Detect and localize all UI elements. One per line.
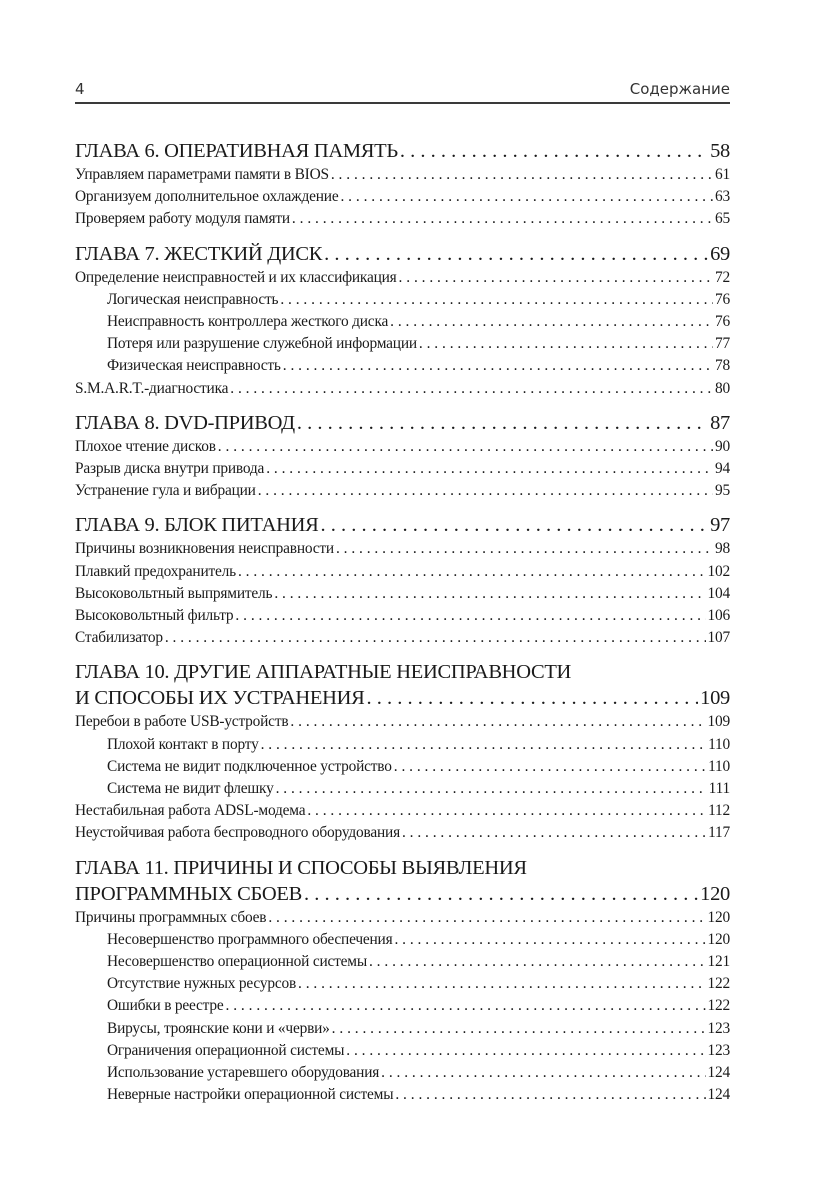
toc-subsection-entry-title: Ошибки в реестре bbox=[107, 997, 224, 1015]
toc-section-entry-title: Определение неисправностей и их классификация bbox=[75, 268, 397, 286]
dot-leader bbox=[218, 436, 713, 458]
chapter-title-line[interactable] bbox=[75, 855, 730, 881]
page-ref: 65 bbox=[715, 210, 730, 228]
toc-section-entry[interactable] bbox=[75, 822, 730, 844]
dot-leader bbox=[402, 822, 706, 844]
page-ref: 63 bbox=[715, 188, 730, 206]
page-ref: 78 bbox=[715, 357, 730, 375]
dot-leader bbox=[366, 685, 698, 711]
page-ref: 77 bbox=[715, 335, 730, 353]
page-ref: 122 bbox=[707, 997, 730, 1015]
chapter-title: ГЛАВА 10. ДРУГИЕ АППАРАТНЫЕ НЕИСПРАВНОСТИ bbox=[75, 661, 572, 684]
dot-leader bbox=[290, 711, 705, 733]
dot-leader bbox=[266, 458, 713, 480]
toc-section-entry-title: Нестабильная работа ADSL-модема bbox=[75, 802, 306, 820]
page-ref: 111 bbox=[708, 780, 730, 798]
page-ref: 106 bbox=[707, 607, 730, 625]
dot-leader bbox=[261, 734, 707, 756]
toc-subsection-entry[interactable] bbox=[75, 1062, 730, 1084]
page-ref: 102 bbox=[707, 562, 730, 580]
page-ref: 98 bbox=[715, 540, 730, 558]
toc-chapter-entry-title: ГЛАВА 7. ЖЕСТКИЙ ДИСК bbox=[75, 242, 323, 265]
toc-subsection-entry-title: Система не видит флешку bbox=[107, 780, 274, 798]
toc-subsection-entry-title: Плохой контакт в порту bbox=[107, 735, 259, 753]
chapter-block bbox=[75, 138, 730, 231]
toc-chapter-entry-title: ПРОГРАММНЫХ СБОЕВ bbox=[75, 882, 302, 905]
toc-subsection-entry-title: Неверные настройки операционной системы bbox=[107, 1086, 394, 1104]
dot-leader bbox=[399, 267, 713, 289]
dot-leader bbox=[304, 881, 698, 907]
page-ref: 72 bbox=[715, 268, 730, 286]
chapter-title-line[interactable] bbox=[75, 659, 730, 685]
page-ref: 110 bbox=[708, 735, 730, 753]
toc-chapter-entry[interactable] bbox=[75, 881, 730, 907]
page-ref: 117 bbox=[708, 824, 730, 842]
toc-section-entry-title: Причины программных сбоев bbox=[75, 908, 267, 926]
toc-section-entry[interactable] bbox=[75, 907, 730, 929]
dot-leader bbox=[276, 778, 707, 800]
toc-subsection-entry[interactable] bbox=[75, 1084, 730, 1106]
toc-subsection-entry-title: Вирусы, троянские кони и «черви» bbox=[107, 1019, 330, 1037]
toc-section-entry-title: Перебои в работе USB-устройств bbox=[75, 713, 289, 731]
page-ref: 109 bbox=[707, 713, 730, 731]
toc-subsection-entry[interactable] bbox=[75, 355, 730, 377]
dot-leader bbox=[390, 311, 713, 333]
toc-subsection-entry-title: Несовершенство программного обеспечения bbox=[107, 930, 393, 948]
toc-section-entry-title: Причины возникновения неисправности bbox=[75, 540, 334, 558]
toc-section-entry[interactable] bbox=[75, 164, 730, 186]
dot-leader bbox=[394, 756, 706, 778]
toc-section-entry[interactable] bbox=[75, 711, 730, 733]
dot-leader bbox=[394, 929, 705, 951]
page-ref: 120 bbox=[707, 930, 730, 948]
page-ref: 76 bbox=[715, 290, 730, 308]
toc-section-entry[interactable] bbox=[75, 267, 730, 289]
running-title: Содержание bbox=[629, 80, 730, 98]
toc-section-entry[interactable] bbox=[75, 800, 730, 822]
dot-leader bbox=[307, 800, 706, 822]
page-ref: 76 bbox=[715, 313, 730, 331]
dot-leader bbox=[238, 561, 706, 583]
toc-subsection-entry[interactable] bbox=[75, 995, 730, 1017]
page-ref: 95 bbox=[715, 482, 730, 500]
toc-section-entry[interactable] bbox=[75, 186, 730, 208]
toc-chapter-entry[interactable] bbox=[75, 512, 730, 538]
page-ref: 69 bbox=[710, 242, 730, 265]
dot-leader bbox=[321, 512, 709, 538]
page-ref: 124 bbox=[707, 1064, 730, 1082]
page-ref: 87 bbox=[710, 411, 730, 434]
toc-subsection-entry[interactable] bbox=[75, 1018, 730, 1040]
running-header bbox=[75, 78, 730, 104]
toc-section-entry[interactable] bbox=[75, 436, 730, 458]
toc-subsection-entry-title: Отсутствие нужных ресурсов bbox=[107, 975, 297, 993]
toc-section-entry-title: Неустойчивая работа беспроводного оборудования bbox=[75, 824, 400, 842]
toc-section-entry-title: Высоковольтный фильтр bbox=[75, 607, 234, 625]
toc-section-entry[interactable] bbox=[75, 538, 730, 560]
toc-section-entry[interactable] bbox=[75, 458, 730, 480]
dot-leader bbox=[346, 1040, 705, 1062]
toc-section-entry[interactable] bbox=[75, 208, 730, 230]
toc-section-entry-title: Организуем дополнительное охлаждение bbox=[75, 188, 339, 206]
toc-subsection-entry[interactable] bbox=[75, 951, 730, 973]
chapter-block bbox=[75, 241, 730, 400]
toc-section-entry-title: Проверяем работу модуля памяти bbox=[75, 210, 290, 228]
dot-leader bbox=[400, 138, 708, 164]
page-ref: 122 bbox=[707, 975, 730, 993]
chapter-block bbox=[75, 855, 730, 1107]
toc-subsection-entry[interactable] bbox=[75, 333, 730, 355]
dot-leader bbox=[324, 241, 708, 267]
dot-leader bbox=[336, 538, 713, 560]
page-ref: 112 bbox=[708, 802, 730, 820]
page-ref: 123 bbox=[707, 1019, 730, 1037]
dot-leader bbox=[230, 378, 713, 400]
toc-subsection-entry-title: Потеря или разрушение служебной информации bbox=[107, 335, 417, 353]
toc-section-entry-title: Стабилизатор bbox=[75, 629, 163, 647]
toc-section-entry[interactable] bbox=[75, 561, 730, 583]
page-ref: 110 bbox=[708, 757, 730, 775]
toc-chapter-entry-title: И СПОСОБЫ ИХ УСТРАНЕНИЯ bbox=[75, 687, 365, 710]
toc-section-entry-title: Высоковольтный выпрямитель bbox=[75, 584, 273, 602]
toc-chapter-entry-title: ГЛАВА 8. DVD-ПРИВОД bbox=[75, 411, 295, 434]
toc-subsection-entry-title: Физическая неисправность bbox=[107, 357, 281, 375]
dot-leader bbox=[165, 627, 706, 649]
dot-leader bbox=[381, 1062, 705, 1084]
page-ref: 120 bbox=[707, 908, 730, 926]
page-ref: 123 bbox=[707, 1041, 730, 1059]
toc-subsection-entry[interactable] bbox=[75, 778, 730, 800]
toc-section-entry-title: Устранение гула и вибрации bbox=[75, 482, 256, 500]
dot-leader bbox=[331, 164, 713, 186]
dot-leader bbox=[340, 186, 713, 208]
dot-leader bbox=[292, 208, 713, 230]
page-ref: 120 bbox=[700, 882, 730, 905]
dot-leader bbox=[283, 355, 713, 377]
toc-subsection-entry-title: Использование устаревшего оборудования bbox=[107, 1064, 380, 1082]
toc-subsection-entry-title: Система не видит подключенное устройство bbox=[107, 757, 392, 775]
chapter-block bbox=[75, 410, 730, 503]
page-ref: 97 bbox=[710, 514, 730, 537]
toc-section-entry-title: Плохое чтение дисков bbox=[75, 437, 216, 455]
table-of-contents bbox=[75, 138, 730, 1117]
dot-leader bbox=[298, 973, 705, 995]
toc-subsection-entry[interactable] bbox=[75, 929, 730, 951]
toc-chapter-entry-title: ГЛАВА 6. ОПЕРАТИВНАЯ ПАМЯТЬ bbox=[75, 140, 398, 162]
page-ref: 80 bbox=[715, 379, 730, 397]
dot-leader bbox=[226, 995, 706, 1017]
toc-section-entry[interactable] bbox=[75, 605, 730, 627]
toc-subsection-entry[interactable] bbox=[75, 289, 730, 311]
page-ref: 109 bbox=[700, 687, 730, 710]
toc-section-entry-title: S.M.A.R.T.-диагностика bbox=[75, 379, 229, 397]
chapter-block bbox=[75, 659, 730, 844]
toc-subsection-entry-title: Несовершенство операционной системы bbox=[107, 953, 367, 971]
dot-leader bbox=[258, 480, 713, 502]
toc-chapter-entry[interactable] bbox=[75, 410, 730, 436]
dot-leader bbox=[280, 289, 713, 311]
toc-section-entry-title: Разрыв диска внутри привода bbox=[75, 460, 265, 478]
dot-leader bbox=[419, 333, 713, 355]
dot-leader bbox=[268, 907, 705, 929]
toc-subsection-entry[interactable] bbox=[75, 756, 730, 778]
toc-chapter-entry[interactable] bbox=[75, 241, 730, 267]
toc-section-entry[interactable] bbox=[75, 480, 730, 502]
toc-subsection-entry-title: Неисправность контроллера жесткого диска bbox=[107, 313, 389, 331]
toc-chapter-entry[interactable] bbox=[75, 685, 730, 711]
toc-subsection-entry-title: Логическая неисправность bbox=[107, 290, 279, 308]
dot-leader bbox=[274, 583, 705, 605]
toc-subsection-entry[interactable] bbox=[75, 311, 730, 333]
toc-subsection-entry[interactable] bbox=[75, 1040, 730, 1062]
page-ref: 61 bbox=[715, 166, 730, 183]
page-ref: 58 bbox=[710, 140, 730, 162]
toc-section-entry-title: Плавкий предохранитель bbox=[75, 562, 236, 580]
toc-section-entry[interactable] bbox=[75, 583, 730, 605]
page-ref: 104 bbox=[707, 584, 730, 602]
chapter-block bbox=[75, 512, 730, 649]
dot-leader bbox=[395, 1084, 705, 1106]
toc-subsection-entry[interactable] bbox=[75, 734, 730, 756]
page-ref: 90 bbox=[715, 437, 730, 455]
dot-leader bbox=[332, 1018, 706, 1040]
toc-section-entry-title: Управляем параметрами памяти в BIOS bbox=[75, 166, 329, 183]
page-ref: 124 bbox=[707, 1086, 730, 1104]
dot-leader bbox=[235, 605, 705, 627]
dot-leader bbox=[369, 951, 706, 973]
toc-chapter-entry-title: ГЛАВА 9. БЛОК ПИТАНИЯ bbox=[75, 514, 319, 537]
toc-subsection-entry-title: Ограничения операционной системы bbox=[107, 1041, 345, 1059]
dot-leader bbox=[297, 410, 708, 436]
toc-section-entry[interactable] bbox=[75, 378, 730, 400]
page-ref: 121 bbox=[707, 953, 730, 971]
toc-section-entry[interactable] bbox=[75, 627, 730, 649]
toc-subsection-entry[interactable] bbox=[75, 973, 730, 995]
page-ref: 107 bbox=[707, 629, 730, 647]
page-number: 4 bbox=[75, 80, 85, 98]
page-ref: 94 bbox=[715, 460, 730, 478]
toc-chapter-entry[interactable] bbox=[75, 138, 730, 164]
chapter-title: ГЛАВА 11. ПРИЧИНЫ И СПОСОБЫ ВЫЯВЛЕНИЯ bbox=[75, 856, 527, 879]
